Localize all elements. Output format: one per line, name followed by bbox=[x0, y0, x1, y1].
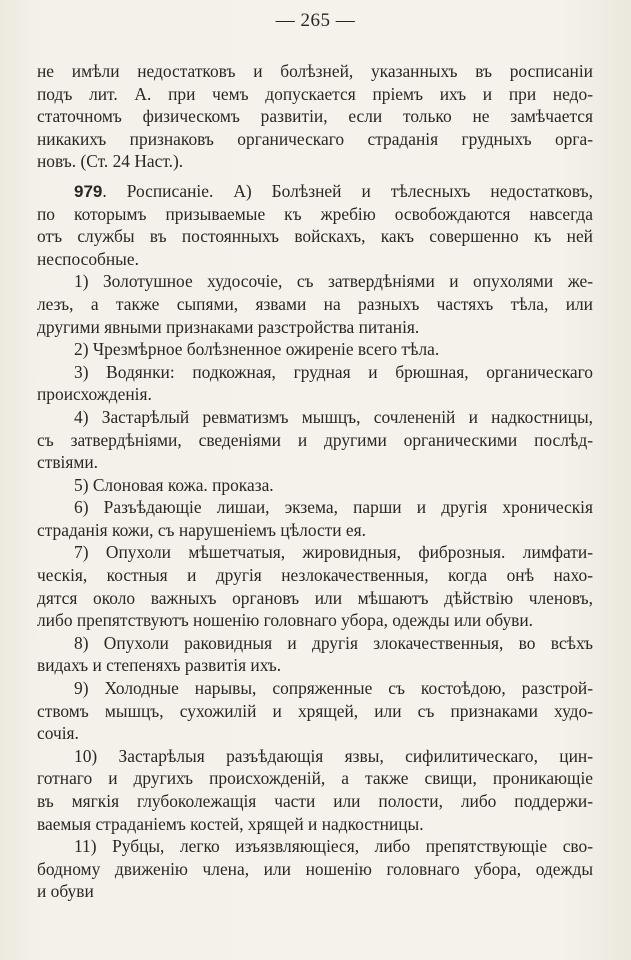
text-line: лезъ, а также сыпями, язвами на разныхъ частяхъ тѣла, или bbox=[37, 293, 593, 314]
article-heading-text: . Росписаніе. А) Болѣзней и тѣлесныхъ недостатковъ, bbox=[102, 180, 593, 201]
text-line: статочномъ физическомъ развитіи, если только не замѣчается bbox=[37, 106, 593, 127]
text-line: происхожденія. bbox=[37, 384, 152, 405]
text-line: ческія, костныя и другія незлокачественныя, когда онѣ нахо- bbox=[37, 565, 593, 586]
list-item-line: 3) Водянки: подкожная, грудная и брюшная, органическаго bbox=[74, 361, 593, 382]
text-line: по которымъ призываемые къ жребію освобождаются навсегда bbox=[37, 203, 593, 224]
text-line: готнаго и другихъ происхожденій, а также свищи, проникающіе bbox=[37, 768, 593, 789]
list-item-line: 2) Чрезмѣрное болѣзненное ожиреніе всего тѣла. bbox=[74, 339, 440, 360]
text-line: неспособные. bbox=[37, 248, 139, 269]
list-item-line: 11) Рубцы, легко изъязвляющіеся, либо препятствующіе сво- bbox=[74, 836, 593, 857]
text-line: другими явными признаками разстройства питанія. bbox=[37, 316, 420, 337]
list-item-line: 1) Золотушное худосочіе, съ затвердѣніями и опухолями же- bbox=[74, 271, 593, 292]
text-line: дятся около важныхъ органовъ или мѣшаютъ дѣйствію членовъ, bbox=[37, 587, 593, 608]
list-item-line: 7) Опухоли мѣшетчатыя, жировидныя, фиброзныя. лимфати- bbox=[74, 542, 593, 563]
text-line: видахъ и степеняхъ развитія ихъ. bbox=[37, 655, 282, 676]
list-item-line: 4) Застарѣлый ревматизмъ мышцъ, сочлененій и надкостницы, bbox=[74, 406, 593, 427]
text-line: бодному движенію члена, или ношенію головнаго убора, одежды bbox=[37, 858, 593, 879]
page-number: — 265 — bbox=[275, 10, 356, 31]
text-line: отъ службы въ постоянныхъ войскахъ, какъ совершенно къ ней bbox=[37, 226, 593, 247]
text-line: страданія кожи, съ нарушеніемъ цѣлости ея. bbox=[37, 519, 366, 540]
text-line: ствомъ мышцъ, сухожилій и хрящей, или съ признаками худо- bbox=[37, 700, 593, 721]
text-line: ваемыя страданіемъ костей, хрящей и надкостницы. bbox=[37, 813, 424, 834]
list-item-line: 9) Холодные нарывы, сопряженные съ костоѣдою, разстрой- bbox=[74, 678, 593, 699]
text-line: и обуви bbox=[37, 881, 94, 902]
text-line: съ затвердѣніями, сведеніями и другими органическими послѣд- bbox=[37, 429, 593, 450]
text-line: подъ лит. А. при чемъ допускается пріемъ ихъ и при недо- bbox=[37, 83, 593, 104]
text-line: въ мягкія глубоколежащія части или полости, либо поддержи- bbox=[37, 791, 593, 811]
article-heading-line bbox=[37, 180, 593, 203]
article-number: 979 bbox=[74, 181, 103, 201]
list-item-line: 8) Опухоли раковидныя и другія злокачественныя, во всѣхъ bbox=[74, 632, 593, 653]
text-line: никакихъ признаковъ органическаго страданія грудныхъ орга- bbox=[37, 128, 593, 149]
text-line: ствіями. bbox=[37, 452, 99, 473]
page-text bbox=[37, 60, 593, 903]
list-item-line: 6) Разъѣдающіе лишаи, экзема, парши и другія хроническія bbox=[74, 497, 593, 518]
text-line: новъ. (Ст. 24 Наст.). bbox=[37, 151, 184, 172]
text-line: либо препятствуютъ ношенію головнаго убора, одежды или обуви. bbox=[37, 610, 534, 631]
list-item-line: 10) Застарѣлыя разъѣдающія язвы, сифилитическаго, цин- bbox=[74, 745, 593, 766]
text-line: сочія. bbox=[37, 723, 79, 744]
text-line: не имѣли недостатковъ и болѣзней, указанныхъ въ росписаніи bbox=[37, 61, 593, 81]
list-item-line: 5) Слоновая кожа. проказа. bbox=[74, 474, 274, 495]
